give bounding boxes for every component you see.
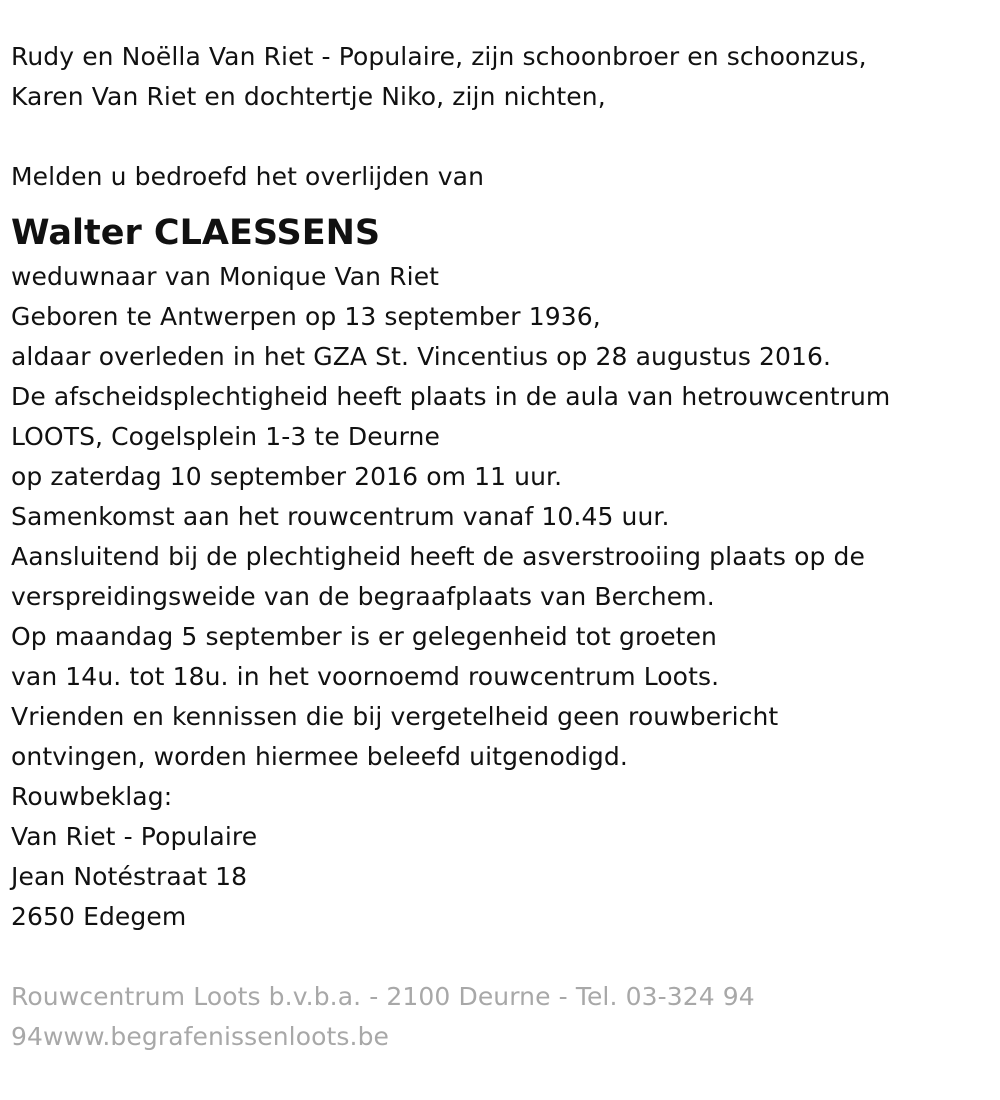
intro-line-2: Karen Van Riet en dochtertje Niko, zijn nichten, bbox=[11, 82, 606, 111]
intro-line-1: Rudy en Noëlla Van Riet - Populaire, zijn schoonbroer en schoonzus, bbox=[11, 42, 867, 71]
detail-line: ontvingen, worden hiermee beleefd uitgenodigd. bbox=[11, 742, 628, 771]
footer-line-1: Rouwcentrum Loots b.v.b.a. - 2100 Deurne - Tel. 03-324 94 bbox=[11, 982, 755, 1011]
detail-line: aldaar overleden in het GZA St. Vincentius op 28 augustus 2016. bbox=[11, 342, 832, 371]
deceased-name: Walter CLAESSENS bbox=[11, 213, 381, 253]
detail-line: De afscheidsplechtigheid heeft plaats in de aula van hetrouwcentrum bbox=[11, 382, 891, 411]
condolence-family: Van Riet - Populaire bbox=[11, 822, 258, 851]
spacer bbox=[11, 117, 986, 157]
detail-line: Vrienden en kennissen die bij vergetelheid geen rouwbericht bbox=[11, 702, 779, 731]
footer-line-2: 94www.begrafenissenloots.be bbox=[11, 1022, 390, 1051]
detail-line: LOOTS, Cogelsplein 1-3 te Deurne bbox=[11, 422, 440, 451]
condolence-label: Rouwbeklag: bbox=[11, 782, 173, 811]
announcement-text: Melden u bedroefd het overlijden van bbox=[11, 162, 485, 191]
detail-line: Geboren te Antwerpen op 13 september 1936, bbox=[11, 302, 601, 331]
condolence-city: 2650 Edegem bbox=[11, 902, 187, 931]
condolence-street: Jean Notéstraat 18 bbox=[11, 862, 248, 891]
detail-line: Op maandag 5 september is er gelegenheid tot groeten bbox=[11, 622, 718, 651]
footer bbox=[11, 977, 986, 1057]
obituary-notice bbox=[11, 37, 986, 1057]
detail-line: Aansluitend bij de plechtigheid heeft de asverstrooiing plaats op de bbox=[11, 542, 865, 571]
detail-line: weduwnaar van Monique Van Riet bbox=[11, 262, 440, 291]
detail-line: verspreidingsweide van de begraafplaats van Berchem. bbox=[11, 582, 715, 611]
detail-line: op zaterdag 10 september 2016 om 11 uur. bbox=[11, 462, 563, 491]
detail-line: Samenkomst aan het rouwcentrum vanaf 10.45 uur. bbox=[11, 502, 670, 531]
detail-line: van 14u. tot 18u. in het voornoemd rouwcentrum Loots. bbox=[11, 662, 720, 691]
